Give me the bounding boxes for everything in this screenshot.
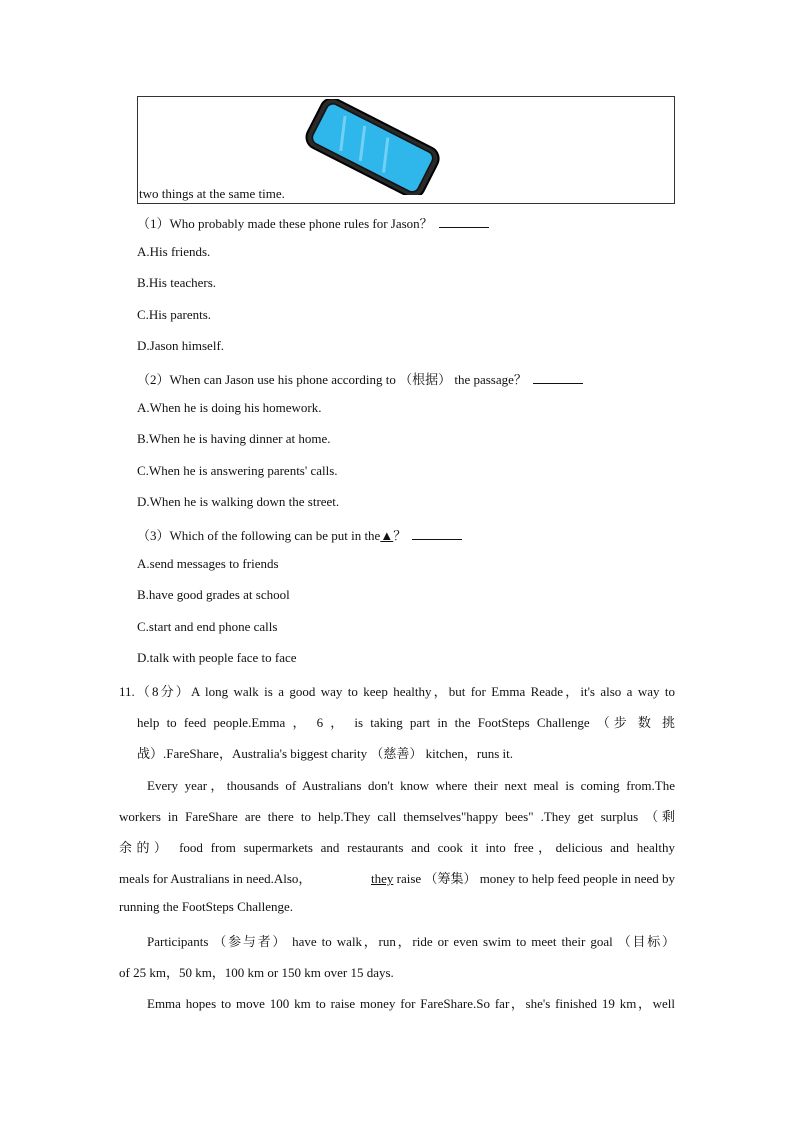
question-3-stem: （3）Which of the following can be put in the▲？ bbox=[137, 525, 462, 544]
question-2-option-a[interactable]: A.When he is doing his homework. bbox=[137, 400, 322, 415]
question-2-option-d[interactable]: D.When he is walking down the street. bbox=[137, 494, 340, 509]
question-2-option-b[interactable]: B.When he is having dinner at home. bbox=[137, 431, 331, 446]
question-1-option-b[interactable]: B.His teachers. bbox=[137, 275, 217, 290]
q11-p2-line-3: 余的） food from supermarkets and restaurants and cook it into free，delicious and healthy bbox=[119, 840, 675, 855]
triangle-placeholder: ▲ bbox=[380, 528, 394, 543]
question-2-option-c[interactable]: C.When he is answering parents' calls. bbox=[137, 463, 338, 478]
q11-line-1: 11.（8分）A long walk is a good way to keep healthy，but for Emma Reade，it's also a way to bbox=[119, 684, 675, 699]
question-3-option-c[interactable]: C.start and end phone calls bbox=[137, 619, 278, 634]
question-3-option-a[interactable]: A.send messages to friends bbox=[137, 556, 279, 571]
q11-p4-line-1: Emma hopes to move 100 km to raise money for FareShare.So far，she's finished 19 km，well bbox=[147, 996, 675, 1011]
question-1-option-c[interactable]: C.His parents. bbox=[137, 307, 212, 322]
smartphone-icon bbox=[294, 99, 452, 195]
q11-p2-line-5: running the FootSteps Challenge. bbox=[119, 899, 294, 914]
q11-p2-line-2: workers in FareShare are there to help.They call themselves"happy bees" .They get surplus （剩 bbox=[119, 809, 675, 824]
underlined-word-they: they bbox=[371, 871, 394, 886]
q11-line-2: help to feed people.Emma ， 6 ， is taking part in the FootSteps Challenge （步 数 挑 bbox=[137, 715, 675, 730]
q11-p3-line-1: Participants （参与者） have to walk，run，ride or even swim to meet their goal （目标） bbox=[147, 934, 675, 949]
box-caption: two things at the same time. bbox=[139, 186, 285, 201]
q11-p2-line-1: Every year，thousands of Australians don't know where their next meal is coming from.The bbox=[147, 778, 675, 793]
question-1-option-d[interactable]: D.Jason himself. bbox=[137, 338, 225, 353]
question-1-option-a[interactable]: A.His friends. bbox=[137, 244, 211, 259]
answer-blank-3[interactable] bbox=[412, 529, 462, 540]
question-1-stem: （1）Who probably made these phone rules for Jason？ bbox=[137, 213, 489, 232]
q11-line-3: 战）.FareShare，Australia's biggest charity （慈善） kitchen，runs it. bbox=[137, 746, 514, 761]
answer-blank-1[interactable] bbox=[439, 217, 489, 228]
question-3-option-d[interactable]: D.talk with people face to face bbox=[137, 650, 297, 665]
answer-blank-2[interactable] bbox=[533, 373, 583, 384]
question-3-option-b[interactable]: B.have good grades at school bbox=[137, 587, 290, 602]
q11-p3-line-2: of 25 km，50 km，100 km or 150 km over 15 days. bbox=[119, 965, 394, 980]
q11-p2-line-4: meals for Australians in need.Also， they raise （筹集） money to help feed people in need by bbox=[119, 871, 675, 886]
question-2-stem: （2）When can Jason use his phone according to （根据） the passage？ bbox=[137, 369, 583, 388]
